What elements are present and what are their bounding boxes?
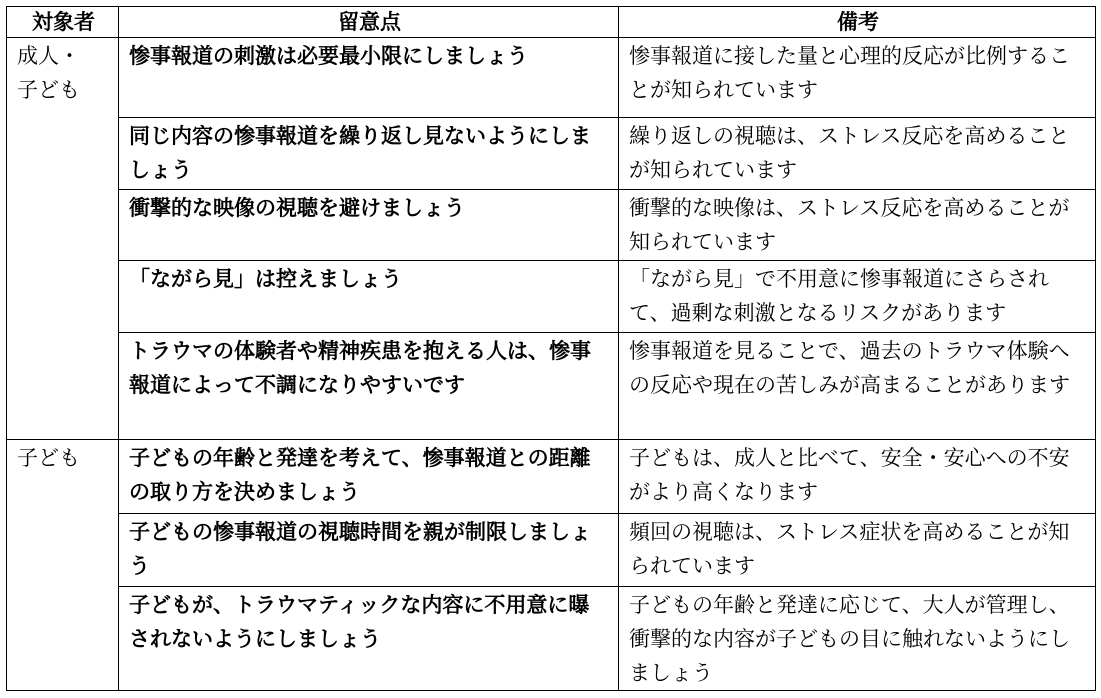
point-cell: 衝撃的な映像の視聴を避けましょう [119, 190, 619, 261]
guidelines-table [6, 6, 1096, 691]
note-cell: 惨事報道を見ることで、過去のトラウマ体験への反応や現在の苦しみが高まることがあります [619, 333, 1096, 440]
point-cell: 「ながら見」は控えましょう [119, 261, 619, 333]
header-point: 留意点 [119, 7, 619, 38]
table-row [7, 261, 1096, 333]
header-row [7, 7, 1096, 38]
target-label: 子ども [17, 446, 80, 470]
table-row [7, 514, 1096, 587]
header-note: 備考 [619, 7, 1096, 38]
note-cell: 繰り返しの視聴は、ストレス反応を高めることが知られています [619, 118, 1096, 190]
point-cell: 同じ内容の惨事報道を繰り返し見ないようにしましょう [119, 118, 619, 190]
point-cell: 子どもの惨事報道の視聴時間を親が制限しましょう [119, 514, 619, 587]
target-cell-child [7, 440, 119, 691]
table-row [7, 440, 1096, 514]
point-cell: 子どもの年齢と発達を考えて、惨事報道との距離の取り方を決めましょう [119, 440, 619, 514]
note-cell: 衝撃的な映像は、ストレス反応を高めることが知られています [619, 190, 1096, 261]
table-row [7, 333, 1096, 440]
point-cell: トラウマの体験者や精神疾患を抱える人は、惨事報道によって不調になりやすいです [119, 333, 619, 440]
header-target: 対象者 [7, 7, 119, 38]
table-row [7, 587, 1096, 691]
note-cell: 子どもの年齢と発達に応じて、大人が管理し、衝撃的な内容が子どもの目に触れないようにしましょう [619, 587, 1096, 691]
target-label: 成人・子ども [17, 44, 80, 102]
target-cell-adult-child [7, 38, 119, 440]
table-row [7, 38, 1096, 118]
table-row [7, 190, 1096, 261]
point-cell: 子どもが、トラウマティックな内容に不用意に曝されないようにしましょう [119, 587, 619, 691]
table-row [7, 118, 1096, 190]
note-cell: 「ながら見」で不用意に惨事報道にさらされて、過剰な刺激となるリスクがあります [619, 261, 1096, 333]
note-cell: 頻回の視聴は、ストレス症状を高めることが知られています [619, 514, 1096, 587]
point-cell: 惨事報道の刺激は必要最小限にしましょう [119, 38, 619, 118]
note-cell: 惨事報道に接した量と心理的反応が比例することが知られています [619, 38, 1096, 118]
note-cell: 子どもは、成人と比べて、安全・安心への不安がより高くなります [619, 440, 1096, 514]
